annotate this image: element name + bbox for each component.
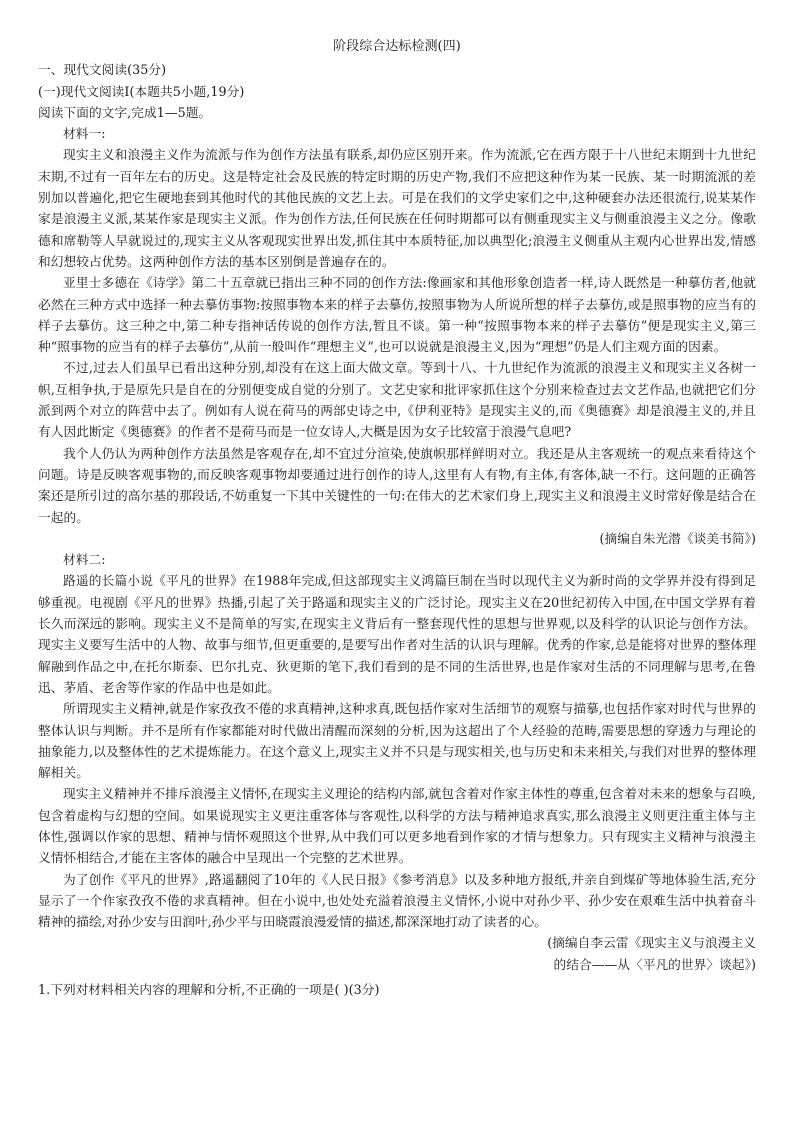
material-two-paragraph: 所谓现实主义精神,就是作家孜孜不倦的求真精神,这种求真,既包括作家对生活细节的观察与描摹,也包括作家对时代与世界的整体认识与判断。并不是所有作家都能对时代做出清醒而深刻的分析,因为这超出了个人经验的范畴,需要思想的穿透力与理论的抽象能力,以及整体性的艺术提炼能力。在这个意义上,现实主义并不只是与现实相关,也与历史和未来相关,与我们对世界的整体理解相关。 bbox=[38, 701, 756, 781]
material-one-paragraph: 我个人仍认为两种创作方法虽然是客观存在,却不宜过分渲染,使旗帜那样鲜明对立。我还是从主客观统一的观点来看待这个问题。诗是反映客观事物的,而反映客观事物却要通过进行创作的诗人,这里有人有物,有主体,有客体,缺一不行。这问题的正确答案还是所引过的高尔基的那段话,不妨重复一下其中关键性的一句:在伟大的艺术家们身上,现实主义和浪漫主义时常好像是结合在一起的。 bbox=[38, 445, 756, 525]
material-one-source: (摘编自朱光潜《谈美书简》) bbox=[599, 530, 756, 546]
document-body bbox=[38, 36, 756, 1000]
material-one-label: 材料一: bbox=[63, 126, 106, 142]
material-one-paragraph: 亚里士多德在《诗学》第二十五章就已指出三种不同的创作方法:像画家和其他形象创造者一样,诗人既然是一种摹仿者,他就必然在三种方式中选择一种去摹仿事物:按照事物本来的样子去摹仿,按照事物为人所说所想的样子去摹仿,或是照事物的应当有的样子去摹仿。这三种之中,第二种专指神话传说的创作方法,暂且不谈。第一种“按照事物本来的样子去摹仿”便是现实主义,第三种“照事物的应当有的样子去摹仿”,从前一般叫作“理想主义”,也可以说就是浪漫主义,因为“理想”仍是人们主观方面的因素。 bbox=[38, 275, 756, 355]
material-two-source: (摘编自李云雷《现实主义与浪漫主义 的结合——从〈平凡的世界〉谈起》) bbox=[547, 935, 756, 972]
material-one-paragraph: 现实主义和浪漫主义作为流派与作为创作方法虽有联系,却仍应区别开来。作为流派,它在西方限于十八世纪末期到十九世纪末期,不过有一百年左右的历史。这是特定社会及民族的特定时期的历史产物,我们不应把这种作为某一民族、某一时期流派的差别加以普遍化,把它生硬地套到其他时代的其他民族的文艺上去。可是在我们的文学史家们之中,这种硬套办法还很流行,说某某作家是浪漫主义派,某某作家是现实主义派。作为创作方法,任何民族在任何时期都可以有侧重现实主义与侧重浪漫主义之分。像歌德和席勒等人早就说过的,现实主义从客观现实世界出发,抓住其中本质特征,加以典型化;浪漫主义侧重从主观内心世界出发,情感和幻想较占优势。这两种创作方法的基本区别倒是普遍存在的。 bbox=[38, 147, 756, 269]
material-two-label: 材料二: bbox=[63, 552, 106, 568]
document-title: 阶段综合达标检测(四) bbox=[333, 39, 461, 54]
material-two-paragraph: 现实主义精神并不排斥浪漫主义情怀,在现实主义理论的结构内部,就包含着对作家主体性的尊重,包含着对未来的想象与召唤,包含着虚构与幻想的空间。如果说现实主义更注重客体与客观性,以科学的方法与精神追求真实,那么浪漫主义则更注重主体与主体性,强调以作家的思想、精神与情怀观照这个世界,从中我们可以更多地看到作家的才情与想象力。只有现实主义精神与浪漫主义情怀相结合,才能在主客体的融合中呈现出一个完整的艺术世界。 bbox=[38, 786, 756, 866]
reading-instruction: 阅读下面的文字,完成1—5题。 bbox=[38, 104, 212, 120]
section-heading: 一、现代文阅读(35分) bbox=[38, 62, 167, 78]
material-two-paragraph: 路遥的长篇小说《平凡的世界》在1988年完成,但这部现实主义鸿篇巨制在当时以现代主义为新时尚的文学界并没有得到足够重视。电视剧《平凡的世界》热播,引起了关于路遥和现实主义的广泛讨论。现实主义在20世纪初传入中国,在中国文学界有着长久而深远的影响。现实主义不是简单的写实,在现实主义背后有一整套现代性的思想与世界观,以及科学的认识论与创作方法。现实主义要写生活中的人物、故事与细节,但更重要的,是要写出作者对生活的认识与理解。优秀的作家,总是能将对世界的整体理解融到作品之中,在托尔斯泰、巴尔扎克、狄更斯的笔下,我们看到的是不同的生活世界,也是作家对生活的不同理解与思考,在鲁迅、茅盾、老舍等作家的作品中也是如此。 bbox=[38, 573, 756, 695]
subsection-heading: (一)现代文阅读Ⅰ(本题共5小题,19分) bbox=[38, 83, 245, 99]
material-two-paragraph: 为了创作《平凡的世界》,路遥翻阅了10年的《人民日报》《参考消息》以及多种地方报纸,并亲自到煤矿等地体验生活,充分显示了一个作家孜孜不倦的求真精神。但在小说中,也处处充溢着浪漫主义情怀,小说中对孙少平、孙少安在艰难生活中执着奋斗精神的描绘,对孙少安与田润叶,孙少平与田晓霞浪漫爱情的描述,都深深地打动了读者的心。 bbox=[38, 871, 756, 930]
question-one: 1.下列对材料相关内容的理解和分析,不正确的一项是( )(3分) bbox=[38, 982, 380, 998]
material-one-paragraph: 不过,过去人们虽早已看出这种分别,却没有在这上面大做文章。等到十八、十九世纪作为流派的浪漫主义和现实主义各树一帜,互相争执,于是原先只是自在的分别便变成自觉的分别了。文艺史家和批评家抓住这个分别来检查过去文艺作品,也就把它们分派到两个对立的阵营中去了。例如有人说在荷马的两部史诗之中,《伊利亚特》是现实主义的,而《奥德赛》却是浪漫主义的,并且有人因此断定《奥德赛》的作者不是荷马而是一位女诗人,大概是因为女子比较富于浪漫气息吧? bbox=[38, 360, 756, 440]
